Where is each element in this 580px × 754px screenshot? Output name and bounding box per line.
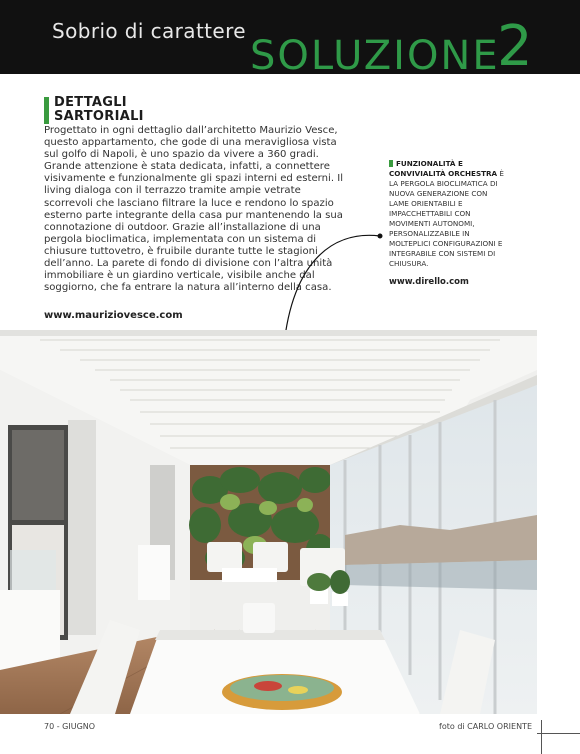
caption-text: È LA PERGOLA BIOCLIMATICA DI NUOVA GENERAZIONE CON LAME ORIENTABILI E IMPACCHETTABILI CON MOVIMENTI AUTONOMI, PERSONALIZZABILE IN MOLTEPLICI CONFIGURAZIONI E INTEGRABILE CON SISTEMI DI CHIUSURA. (389, 169, 504, 268)
crop-mark-vertical (541, 720, 542, 754)
photo-credit: foto di CARLO ORIENTE (439, 722, 532, 731)
title-accent-bar (44, 97, 49, 124)
article-title-line2: SARTORIALI (54, 109, 144, 124)
caption-website-link[interactable]: www.dirello.com (389, 277, 469, 287)
caption-lead: FUNZIONALITÀ E CONVIVIALITÀ ORCHESTRA (389, 159, 498, 178)
section-kicker: Sobrio di carattere (52, 19, 247, 43)
crop-mark-horizontal (537, 733, 580, 734)
article-title (54, 96, 144, 124)
article-website-link[interactable]: www.mauriziovesce.com (44, 310, 183, 321)
article-title-line1: DETTAGLI (54, 95, 127, 110)
terrace-photo (0, 330, 537, 714)
product-caption (389, 159, 509, 269)
page-folio: 70 - GIUGNO (44, 722, 96, 731)
section-title: SOLUZIONE (250, 33, 500, 79)
article-body: Progettato in ogni dettaglio dall’architetto Maurizio Vesce, questo appartamento, che gode di una meravigliosa vista sul golfo di Napoli, è uno spazio da vivere a 360 gradi. Grande attenzione è stata dedicata, infatti, a connettere visivamente e funzionalmente gli spazi interni ed esterni. Il living dialoga con il terrazzo tramite ampie vetrate scorrevoli che lasciano filtrare la luce e rendono lo spazio esterno parte integrante della casa pur mantenendo la sua connotazione di outdoor. Grazie all’installazione di una pergola bioclimatica, implementata con un sistema di chiusure tuttovetro, è fruibile durante tutte le stagioni dell’anno. La parete di fondo di divisione con l’altra unità immobiliare è un giardino verticale, visibile anche dal soggiorno, che fa entrare la natura all’interno della casa. (44, 125, 344, 294)
section-number: 2 (497, 14, 533, 79)
page-header (0, 0, 580, 79)
